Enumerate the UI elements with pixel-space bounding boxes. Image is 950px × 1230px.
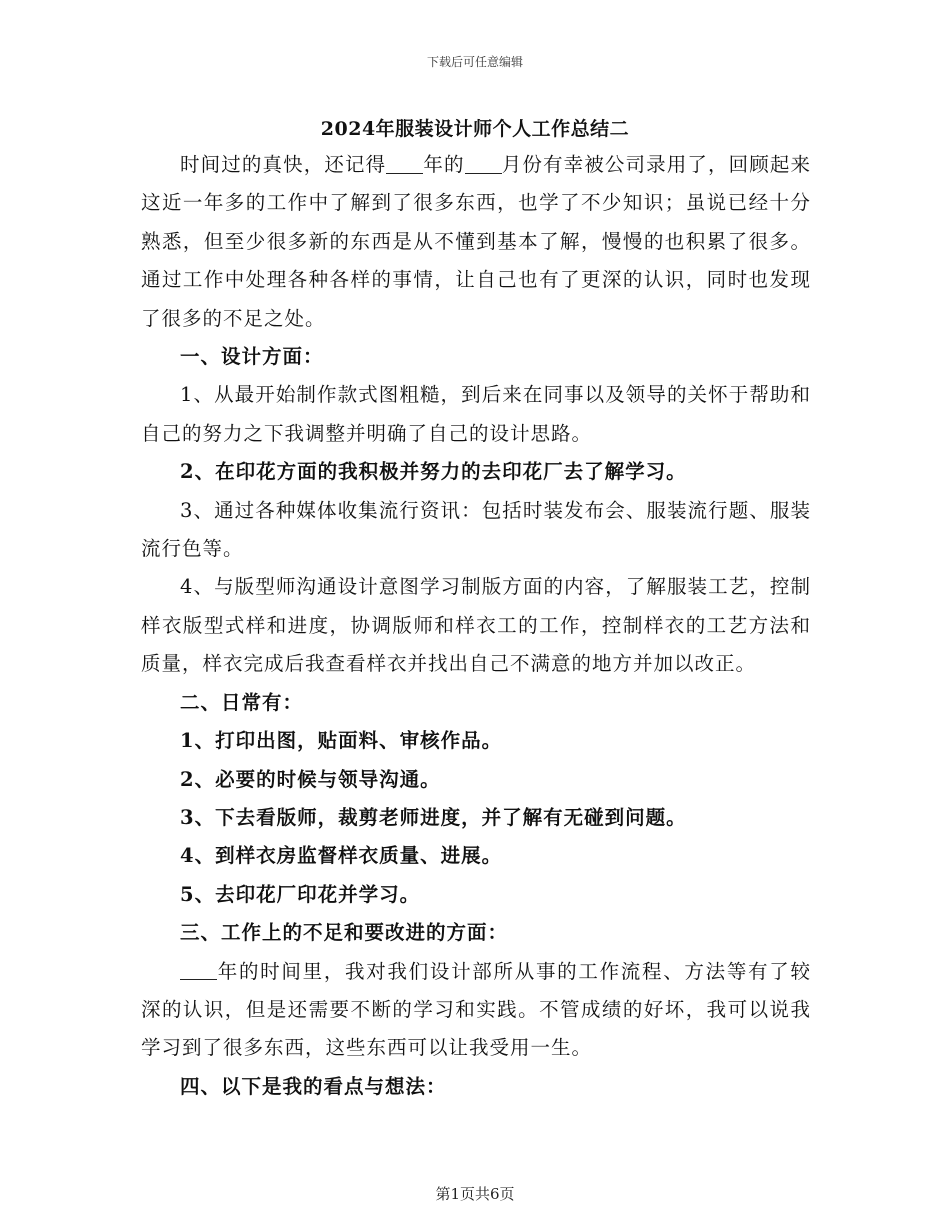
- shortcomings-paragraph: [141, 953, 811, 1068]
- section-heading-thoughts: 四、以下是我的看点与想法：: [180, 1074, 447, 1098]
- design-item-3: 3、通过各种媒体收集流行资讯：包括时装发布会、服装流行题、服装流行色等。: [141, 498, 811, 561]
- page-header-note: 下载后可任意编辑: [426, 55, 523, 69]
- design-item-1: 1、从最开始制作款式图粗糙，到后来在同事以及领导的关怀于帮助和自己的努力之下我调整并明确了自己的设计思路。: [141, 383, 811, 445]
- intro-text-1: 时间过的真快，还记得: [180, 153, 387, 176]
- daily-item: 3、下去看版师，裁剪老师进度，并了解有无碰到问题。: [180, 805, 687, 829]
- intro-text-3: 月份有幸被公司录用了，回顾起来这近一年多的工作中了解到了很多东西，也学了不少知识；虽说已经十分熟悉，但至少很多新的东西是从不懂到基本了解，慢慢的也积累了很多。通过工作中处理各种各样的事情，让自己也有了更深的认识，同时也发现了很多的不足之处。: [141, 153, 811, 330]
- daily-item: 4、到样衣房监督样衣质量、进展。: [180, 844, 503, 868]
- page-number: 第1页共6页: [435, 1185, 515, 1203]
- section-heading-shortcomings: 三、工作上的不足和要改进的方面：: [180, 921, 509, 945]
- daily-item: 1、打印出图，贴面料、审核作品。: [180, 729, 503, 753]
- intro-text-2: 年的: [423, 153, 465, 176]
- daily-item: 5、去印花厂印花并学习。: [180, 882, 421, 906]
- intro-paragraph: [141, 146, 811, 338]
- section-heading-design: 一、设计方面：: [180, 345, 324, 369]
- blank-year: [386, 153, 423, 174]
- blank-month: [465, 153, 502, 174]
- section-heading-daily: 二、日常有：: [180, 690, 304, 714]
- design-item-2: 2、在印花方面的我积极并努力的去印花厂去了解学习。: [180, 460, 687, 484]
- daily-item: 2、必要的时候与领导沟通。: [180, 767, 441, 791]
- document-body: [141, 146, 811, 1106]
- design-item-4: 4、与版型师沟通设计意图学习制版方面的内容，了解服装工艺，控制样衣版型式样和进度，协调版师和样衣工的工作，控制样衣的工艺方法和质量，样衣完成后我查看样衣并找出自己不满意的地方并加以改正。: [141, 575, 811, 676]
- blank-year-2: [180, 960, 217, 981]
- document-title: 2024年服装设计师个人工作总结二: [320, 118, 630, 140]
- shortcomings-text: 年的时间里，我对我们设计部所从事的工作流程、方法等有了较深的认识，但是还需要不断的学习和实践。不管成绩的好坏，我可以说我学习到了很多东西，这些东西可以让我受用一生。: [141, 959, 811, 1060]
